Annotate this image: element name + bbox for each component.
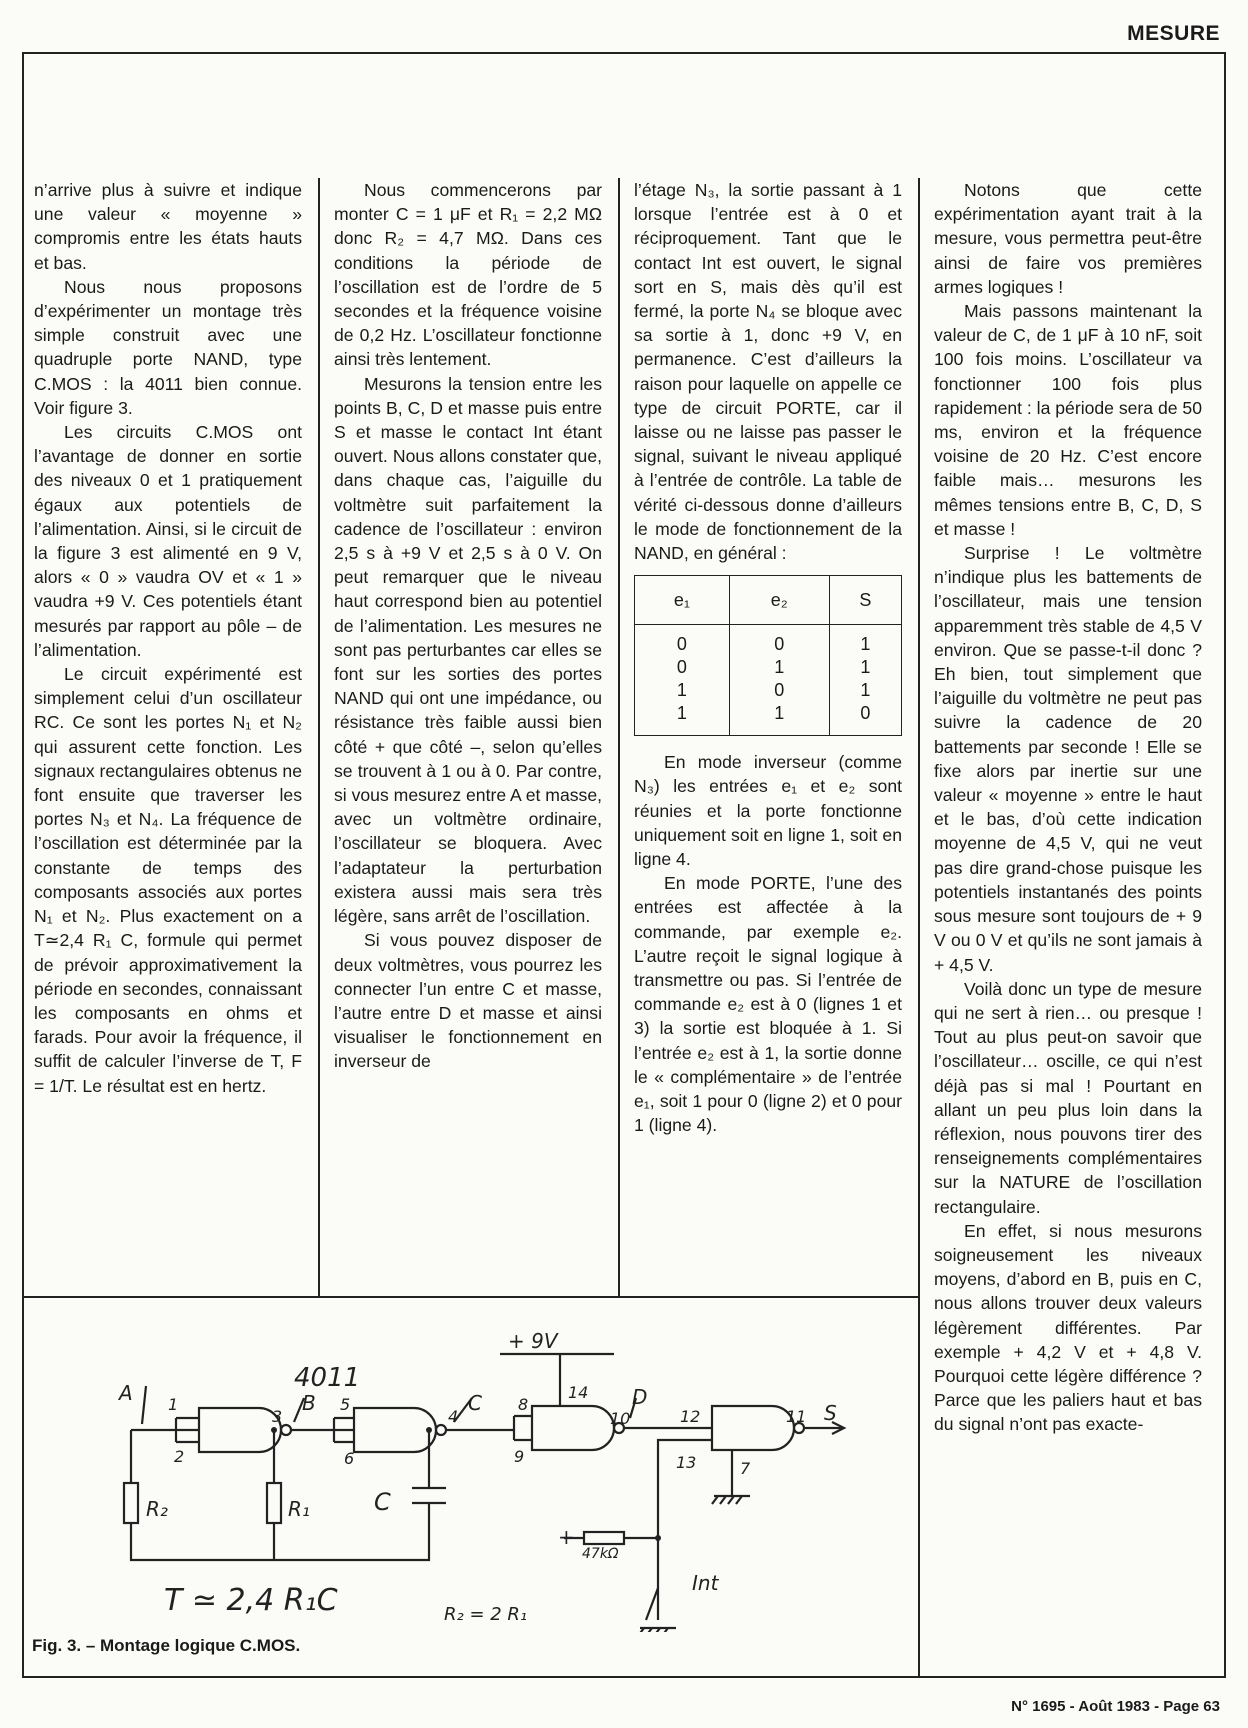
ground-symbol [638, 1628, 676, 1632]
paragraph: Voilà donc un type de mesure qui ne sert à rien… ou presque ! Tout au plus peut-on savoir que l’oscillateur… oscille, ce qui n’est déjà pas si mal ! Pourtant en allant un peu plus loin dans la réflexion, nous pouvons tirer des renseignements complémentaires sur la NATURE de l’oscillation rectangulaire. [934, 978, 1202, 1217]
page-footer: N° 1695 - Août 1983 - Page 63 [1011, 1698, 1220, 1715]
pin-label: 3 [272, 1407, 283, 1426]
resistor-47k [584, 1532, 624, 1544]
pin-label: 8 [518, 1395, 529, 1414]
point-d-label: D [632, 1385, 648, 1409]
text-column-3 [634, 178, 902, 1138]
r1-label: R₁ [288, 1497, 310, 1521]
pin-label: 4 [448, 1407, 459, 1426]
text-column-2 [334, 178, 602, 1074]
paragraph: Les circuits C.MOS ont l’avantage de donner en sortie des niveaux 0 et 1 pratiquement égaux aux potentiels de l’alimentation. Ainsi, si le circuit de la figure 3 est alimenté en 9 V, alors « 0 » vaudra OV et « 1 » vaudra +9 V. Ces potentiels étant mesurés par rapport au pôle – de l’alimentation. [34, 422, 302, 660]
cap-label: C [374, 1488, 391, 1516]
pin-label: 6 [344, 1449, 355, 1468]
paragraph: Mesurons la tension entre les points B, C, D et masse puis entre S et masse le contact Int étant ouvert. Nous allons constater que, dans chaque cas, l’aiguille du voltmètre suit parfaitement la cadence de l’oscillateur : environ 2,5 s à +9 V et 2,5 s à 0 V. On peut remarquer que le niveau haut correspond bien au potentiel de l’alimentation. Les mesures ne sont pas perturbantes car elles se font sur les sorties des portes NAND qui ont une impédance, ou résistance très faible aussi bien côté + que côté –, selon qu’elles se trouvent à 1 ou à 0. Par contre, si vous mesurez entre A et masse, avec un voltmètre ordinaire, l’oscillateur se bloquera. Avec l’adaptateur la perturbation existera aussi mais sera très légère, sans arrêt de l’oscillation. [334, 373, 602, 927]
paragraph: Surprise ! Le voltmètre n’indique plus les battements de l’oscillateur, mais une tension apparemment très stable de 4,5 V environ. Que se passe-t-il donc ? Eh bien, tout simplement que l’aiguille du voltmètre ne peut pas suivre la cadence de 20 battements par seconde ! Elle se fixe alors par inertie sur une valeur « moyenne » entre le haut et le bas, d’où cette indication moyenne de 4,5 V, qui ne veut pas dire grand-chose puisque les potentiels instantanés des points sous mesure sont toujours de + 9 V ou 0 V et qu’ils ne sont jamais à + 4,5 V. [934, 543, 1202, 975]
paragraph: Nous commencerons par monter C = 1 μF et R₁ = 2,2 MΩ donc R₂ = 4,7 MΩ. Dans ces conditions la période de l’oscillation est de l’ordre de 5 secondes et la fréquence voisine de 0,2 Hz. L’oscillateur fonctionne ainsi très lentement. [334, 180, 602, 370]
nand-gate-n1 [199, 1408, 281, 1452]
junction [655, 1535, 661, 1541]
truth-table-header-e1: e₁ [635, 576, 730, 625]
pin-label: 14 [568, 1383, 589, 1402]
paragraph: l’étage N₃, la sortie passant à 1 lorsque l’entrée est à 0 et réciproquement. Tant que le contact Int est ouvert, le signal sort en S, mais dès qu’il est fermé, la porte N₄ se bloque avec sa sortie à 1, donc +9 V, en permanence. C’est d’ailleurs la raison pour laquelle on appelle ce type de circuit PORTE, car il laisse ou ne laisse pas passer le signal, suivant le niveau appliqué à l’entrée de contrôle. La table de vérité ci-dessous donne d’ailleurs le mode de fonctionnement de la NAND, en général : [634, 180, 902, 564]
nand-gate-n2 [354, 1408, 436, 1452]
resistor-r1 [267, 1483, 281, 1523]
switch-label: Int [692, 1571, 719, 1595]
paragraph: Si vous pouvez disposer de deux voltmètres, vous pourrez les connecter l’un entre C et masse, l’autre entre D et masse et ainsi visualiser le fonctionnement en inverseur de [334, 930, 602, 1072]
pin-label: 1 [168, 1395, 179, 1414]
section-rubric: MESURE [1127, 22, 1220, 45]
circuit-schematic [24, 1298, 916, 1632]
point-a-label: A [119, 1381, 133, 1405]
pin-label: 5 [340, 1395, 351, 1414]
point-c-label: C [468, 1391, 482, 1415]
text-column-1 [34, 178, 302, 1098]
nand-bubble-n2 [436, 1425, 446, 1435]
formula: T ≃ 2,4 R₁C [164, 1583, 338, 1618]
text-column-4 [934, 178, 1202, 1437]
junction [271, 1427, 277, 1433]
pin-label: 7 [740, 1459, 751, 1478]
pin-label: 10 [610, 1409, 631, 1428]
wire [514, 1416, 532, 1440]
nand-gate-n3 [532, 1406, 614, 1450]
truth-table-header-s: S [829, 576, 901, 625]
paragraph: Notons que cette expérimentation ayant trait à la mesure, vous permettra peut-être ainsi de faire vos premières armes logiques ! [934, 180, 1202, 297]
plus-label: + [558, 1525, 575, 1549]
frame-top-rule [22, 52, 1226, 54]
chip-label: 4011 [294, 1363, 361, 1393]
nand-gate-n4 [712, 1406, 794, 1450]
ground-symbol [712, 1496, 750, 1504]
frame-bottom-rule [22, 1676, 1226, 1678]
resistor-r2 [124, 1483, 138, 1523]
capacitor-c [412, 1488, 446, 1503]
pin-label: 11 [786, 1407, 807, 1426]
junction [426, 1427, 432, 1433]
pin-label: 9 [514, 1447, 525, 1466]
paragraph: Nous nous proposons d’expérimenter un montage très simple construit avec une quadruple porte NAND, type C.MOS : la 4011 bien connue. Voir figure 3. [34, 276, 302, 418]
nand-bubble-n1 [281, 1425, 291, 1435]
pin-label: 12 [680, 1407, 701, 1426]
truth-table-col-e2: 0 1 0 1 [729, 625, 829, 736]
frame-right-rule [1224, 52, 1226, 1676]
column-rule-2 [618, 178, 620, 1296]
column-rule-3 [918, 178, 920, 1676]
paragraph: En mode inverseur (comme N₃) les entrées e₁ et e₂ sont réunies et la porte fonctionne uniquement soit en ligne 1, soit en ligne 4. [634, 752, 902, 870]
point-s-label: S [824, 1401, 837, 1425]
paragraph: Mais passons maintenant la valeur de C, de 1 μF à 10 nF, soit 100 fois moins. L’oscillateur va fonctionner 100 fois plus rapidement : la période sera de 50 ms, environ et la fréquence voisine de 20 Hz. C’est encore faible mais… mesurons les mêmes tensions entre B, C, D, S et masse ! [934, 301, 1202, 539]
paragraph: En effet, si nous mesurons soigneusement les niveaux moyens, d’abord en B, puis en C, nous allons trouver deux valeurs légèrement différentes. Par exemple + 4,2 V et + 4,8 V. Pourquoi cette légère différence ? Parce que les paliers haut et bas du signal n’ont pas exacte- [934, 1220, 1202, 1435]
truth-table [634, 575, 902, 736]
pin-label: 2 [174, 1447, 185, 1466]
truth-table-col-s: 1 1 1 0 [829, 625, 901, 736]
resistor-47k-label: 47kΩ [582, 1546, 619, 1562]
r-relation: R₂ = 2 R₁ [444, 1604, 528, 1625]
paragraph: En mode PORTE, l’une des entrées est affectée à la commande, par exemple e₂. L’autre reçoit le signal logique à transmettre ou pas. Si l’entrée de commande e₂ est à 0 (lignes 1 et 3) la sortie est bloquée à 1. Si l’entrée e₂ est à 1, la sortie donne le « complémentaire » de l’entrée e₁, soit 1 pour 0 (ligne 2) et 0 pour 1 (ligne 4). [634, 873, 902, 1136]
supply-label: + 9V [508, 1329, 558, 1353]
r2-label: R₂ [146, 1497, 168, 1521]
figure-caption: Fig. 3. – Montage logique C.MOS. [32, 1636, 301, 1655]
pin-label: 13 [676, 1453, 697, 1472]
point-b-label: B [302, 1391, 316, 1415]
switch-int [646, 1588, 658, 1620]
truth-table-header-e2: e₂ [729, 576, 829, 625]
paragraph: Le circuit expérimenté est simplement celui d’un oscillateur RC. Ce sont les portes N₁ et N₂ qui assurent cette fonction. Les signaux rectangulaires obtenus ne font ensuite que traverser les portes N₃ et N₄. La fréquence de l’oscillation est déterminée par la constante de temps des composants associés aux portes N₁ et N₂. Plus exactement on a T≃2,4 R₁ C, formule qui permet de prévoir approximativement la période en secondes, connaissant les composants en ohms et farads. Pour avoir la fréquence, il suffit de calculer l’inverse de T, F = 1/T. Le résultat est en hertz. [34, 664, 302, 1096]
paragraph: n’arrive plus à suivre et indique une valeur « moyenne » compromis entre les états hauts et bas. [34, 180, 302, 273]
truth-table-col-e1: 0 0 1 1 [635, 625, 730, 736]
probe-arrow-a [142, 1386, 146, 1424]
column-rule-1 [318, 178, 320, 1296]
